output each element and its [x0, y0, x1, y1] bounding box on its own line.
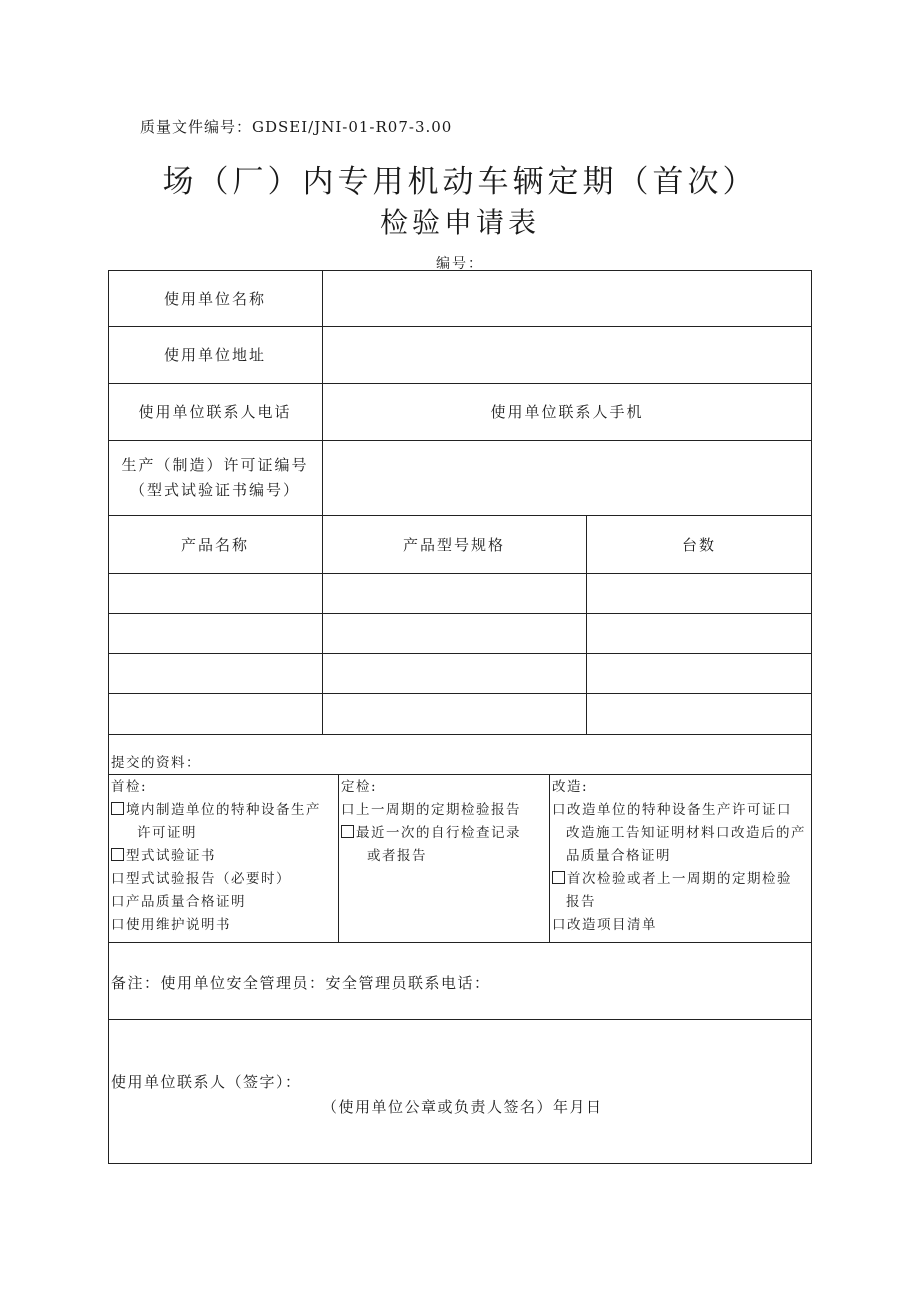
first-inspection-title: 首检:: [111, 779, 148, 795]
row-divider: [108, 1019, 812, 1020]
row-divider: [108, 693, 812, 694]
material-item: [552, 891, 806, 914]
contact-phone-label: 使用单位联系人电话: [138, 403, 292, 421]
material-item-text: 境内制造单位的特种设备生产: [126, 802, 321, 818]
materials-label: 提交的资料：: [111, 755, 201, 771]
material-item: [552, 822, 806, 845]
material-item-text: 口产品质量合格证明: [111, 894, 246, 910]
material-item: [341, 822, 521, 845]
row-divider: [108, 653, 812, 654]
contact-mobile-label: 使用单位联系人手机: [490, 403, 644, 421]
material-item-text: 品质量合格证明: [566, 848, 671, 864]
license-number-field[interactable]: [323, 441, 811, 515]
periodic-inspection-title: 定检:: [341, 779, 378, 795]
material-item-text: 许可证明: [137, 825, 197, 841]
material-item: [552, 868, 806, 891]
first-inspection-column: [111, 776, 321, 937]
material-item: [552, 799, 806, 822]
row-divider: [108, 774, 812, 775]
quality-doc-number: 质量文件编号：GDSEI/JNI-01-R07-3.00: [140, 118, 453, 136]
checkbox[interactable]: [111, 802, 124, 815]
column-divider: [549, 774, 550, 942]
quantity-header: 台数: [681, 535, 716, 554]
product-name-header: 产品名称: [180, 535, 249, 554]
row-divider: [108, 573, 812, 574]
material-item: [111, 868, 321, 891]
material-item: [341, 799, 521, 822]
material-item-text: 口上一周期的定期检验报告: [341, 802, 521, 818]
checkbox[interactable]: [552, 871, 565, 884]
form-title-line2: 检验申请表: [379, 206, 540, 239]
material-item-text: 型式试验证书: [126, 848, 216, 864]
contact-signature-label: 使用单位联系人（签字）：: [111, 1073, 302, 1091]
remarks: 备注：使用单位安全管理员：安全管理员联系电话：: [111, 974, 491, 992]
material-item-text: 口使用维护说明书: [111, 917, 231, 933]
material-item-text: 改造施工告知证明材料口改造后的产: [566, 825, 806, 841]
material-item-text: 或者报告: [367, 848, 427, 864]
periodic-inspection-column: [341, 776, 521, 868]
material-item: [552, 845, 806, 868]
column-divider: [338, 774, 339, 942]
checkbox[interactable]: [111, 848, 124, 861]
material-item: [552, 914, 806, 937]
material-item-text: 口改造项目清单: [552, 917, 657, 933]
material-item-text: 最近一次的自行检查记录: [356, 825, 521, 841]
material-item-text: 报告: [566, 894, 596, 910]
material-item-text: 口改造单位的特种设备生产许可证口: [552, 802, 792, 818]
modification-title: 改造:: [552, 779, 589, 795]
modification-column: [552, 776, 806, 937]
material-item: [111, 822, 321, 845]
unit-name-field[interactable]: [323, 271, 811, 326]
license-number-label: [108, 440, 322, 515]
material-item-text: 口型式试验报告（必要时）: [111, 871, 291, 887]
material-item-text: 首次检验或者上一周期的定期检验: [567, 871, 792, 887]
serial-number-label: 编号：: [436, 256, 484, 272]
stamp-line: （使用单位公章或负责人签名）年月日: [322, 1098, 603, 1116]
material-item: [111, 845, 321, 868]
unit-address-field[interactable]: [323, 327, 811, 383]
row-divider: [108, 613, 812, 614]
material-item: [341, 845, 521, 868]
material-item: [111, 891, 321, 914]
license-label-line2: （型式试验证书编号）: [129, 480, 300, 499]
row-divider: [108, 734, 812, 735]
material-item: [111, 799, 321, 822]
row-divider: [108, 942, 812, 943]
product-model-header: 产品型号规格: [402, 535, 505, 554]
form-title-line1: 场（厂）内专用机动车辆定期（首次）: [162, 164, 758, 200]
license-label-line1: 生产（制造）许可证编号: [121, 455, 309, 474]
unit-address-label: 使用单位地址: [163, 346, 266, 364]
unit-name-label: 使用单位名称: [163, 289, 266, 308]
material-item: [111, 914, 321, 937]
checkbox[interactable]: [341, 825, 354, 838]
